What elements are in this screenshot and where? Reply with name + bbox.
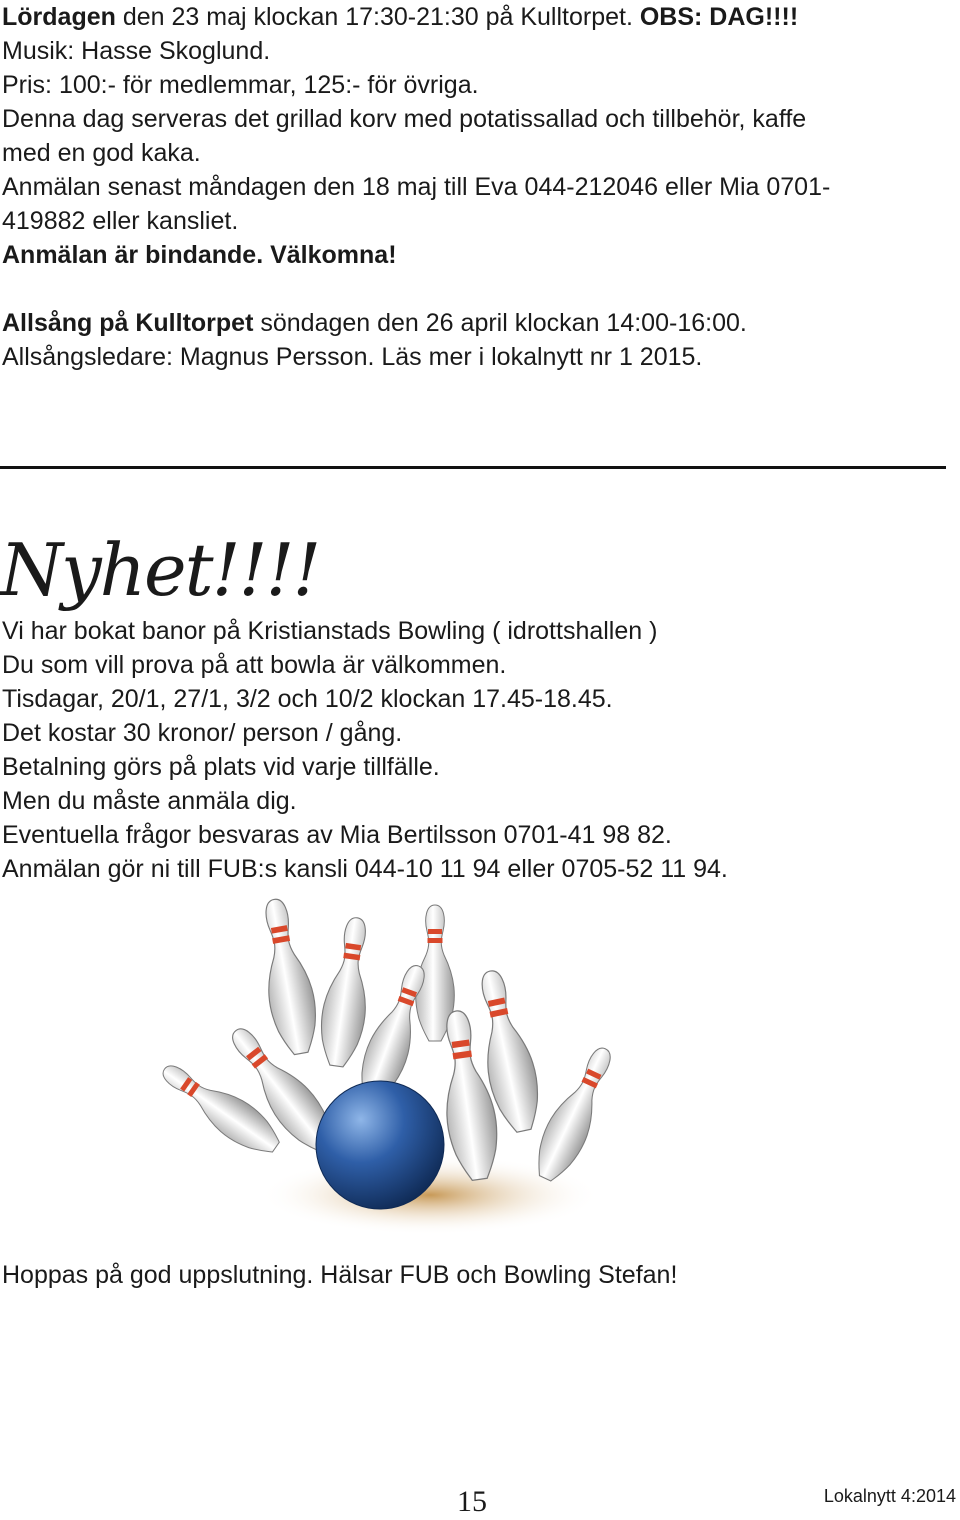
event1-binding-note: Anmälan är bindande. Välkomna! [2,241,397,269]
bowling-illustration [130,895,670,1240]
event1-price: Pris: 100:- för medlemmar, 125:- för övriga. [2,71,479,99]
page-number: 15 [457,1485,487,1518]
news-line: Betalning görs på plats vid varje tillfälle. [2,753,440,781]
news-line: Tisdagar, 20/1, 27/1, 3/2 och 10/2 klockan 17.45-18.45. [2,685,613,713]
event1-time-place: den 23 maj klockan 17:30-21:30 på Kulltorpet. [115,3,640,31]
event1-signup-line: Anmälan senast måndagen den 18 maj till Eva 044-212046 eller Mia 0701- [2,173,831,201]
news-heading: Nyhet!!!! [0,528,320,612]
event1-note: OBS: DAG!!!! [639,3,799,31]
event1-signup-line-2: 419882 eller kansliet. [2,207,239,235]
bowling-pin [527,1040,624,1187]
event2-line-1 [2,306,747,340]
event1-menu-line: Denna dag serveras det grillad korv med potatissallad och tillbehör, kaffe [2,105,807,133]
event1-day: Lördagen [2,3,116,31]
closing-line: Hoppas på god uppslutning. Hälsar FUB och Bowling Stefan! [2,1261,678,1289]
news-line: Anmälan gör ni till FUB:s kansli 044-10 11 94 eller 0705-52 11 94. [2,855,728,883]
event1-menu-line-2: med en god kaka. [2,139,201,167]
section-divider [0,466,946,469]
news-line: Du som vill prova på att bowla är välkommen. [2,651,507,679]
news-line: Men du måste anmäla dig. [2,787,297,815]
event1-line-1 [2,0,798,34]
news-line: Vi har bokat banor på Kristianstads Bowling ( idrottshallen ) [2,617,658,645]
bowling-ball [316,1081,444,1209]
news-line: Eventuella frågor besvaras av Mia Bertilsson 0701-41 98 82. [2,821,672,849]
news-line: Det kostar 30 kronor/ person / gång. [2,719,403,747]
event2-leader: Allsångsledare: Magnus Persson. Läs mer i lokalnytt nr 1 2015. [2,343,703,371]
event2-time: söndagen den 26 april klockan 14:00-16:00. [253,309,747,337]
event1-music: Musik: Hasse Skoglund. [2,37,271,65]
publication-footer: Lokalnytt 4:2014 [823,1486,956,1506]
event2-title: Allsång på Kulltorpet [2,309,254,337]
bowling-pin [252,896,323,1058]
